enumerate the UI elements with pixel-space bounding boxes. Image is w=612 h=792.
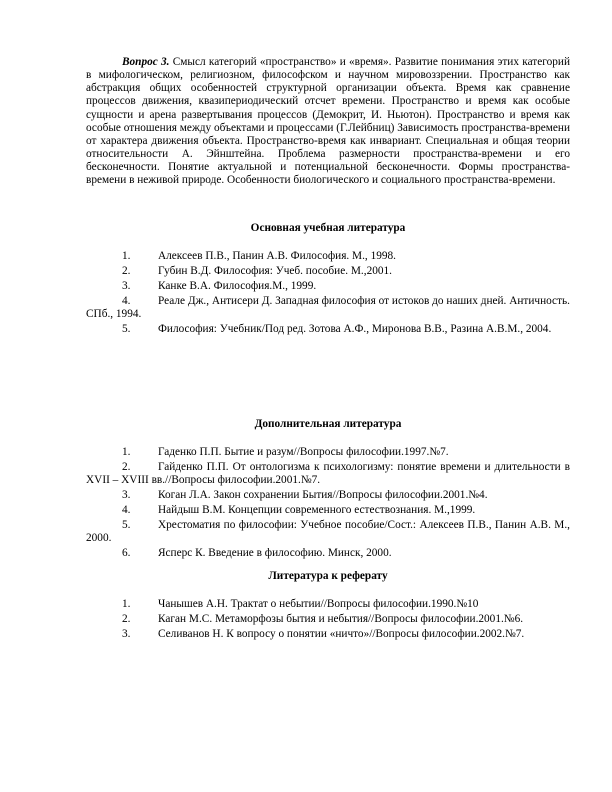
list-item: 2. Гайденко П.П. От онтологизма к психологизму: понятие времени и длительности в XVII – XVIII вв.//Вопросы философии.2001.№7. — [86, 460, 570, 487]
list-item: 1. Чанышев А.Н. Трактат о небытии//Вопросы философии.1990.№10 — [122, 598, 479, 610]
question-label: Вопрос 3. — [122, 56, 170, 68]
list-item: 2. Губин В.Д. Философия: Учеб. пособие. М.,2001. — [122, 264, 392, 277]
main-literature-list — [86, 250, 570, 338]
list-item: 2. Каган М.С. Метаморфозы бытия и небытия//Вопросы философии.2001.№6. — [122, 612, 524, 625]
list-item: 5. Хрестоматия по философии: Учебное пособие/Сост.: Алексеев П.В., Панин А.В. М., 2000. — [86, 518, 570, 545]
essay-literature-list — [86, 598, 570, 643]
list-item: 6. Ясперс К. Введение в философию. Минск, 2000. — [122, 547, 392, 560]
extra-literature-list — [86, 446, 570, 562]
list-item: 1. Гаденко П.П. Бытие и разум//Вопросы философии.1997.№7. — [122, 446, 449, 458]
list-item: 3. Коган Л.А. Закон сохранении Бытия//Вопросы философии.2001.№4. — [122, 489, 488, 502]
question-paragraph — [86, 56, 570, 188]
list-item: 4. Реале Дж., Антисери Д. Западная философия от истоков до наших дней. Античность. СПб., 1994. — [86, 294, 570, 321]
essay-literature-heading: Литература к реферату — [268, 570, 388, 582]
list-item: 3. Канке В.А. Философия.М., 1999. — [122, 279, 317, 292]
main-literature-heading: Основная учебная литература — [250, 222, 406, 234]
question-text: Смысл категорий «пространство» и «время». Развитие понимания этих категорий в мифологическом, религиозном, философском и научном мировоззрении. Пространство как абстракция общих особенностей структурной организации объекта. Время как сравнение процессов движения, квазипериодический отсчет времени. Пространство и время как особые сущности и арена развертывания процессов (Демокрит, И. Ньютон). Пространство и время как особые отношения между объектами и процессами (Г.Лейбниц) Зависимость пространства-времени от характера движения объекта. Пространство-время как инвариант. Специальная и общая теории относительности А. Эйнштейна. Проблема размерности пространства-времени и его бесконечности. Понятие актуальной и потенциальной бесконечности. Формы пространства-времени в неживой природе. Особенности биологического и социального пространства-времени. — [86, 56, 570, 187]
list-item: 5. Философия: Учебник/Под ред. Зотова А.Ф., Миронова В.В., Разина А.В.М., 2004. — [122, 322, 552, 335]
list-item: 3. Селиванов Н. К вопросу о понятии «ничто»//Вопросы философии.2002.№7. — [122, 627, 525, 640]
list-item: 4. Найдыш В.М. Концепции современного естествознания. М.,1999. — [122, 504, 476, 517]
list-item: 1. Алексеев П.В., Панин А.В. Философия. М., 1998. — [122, 250, 396, 262]
extra-literature-heading: Дополнительная литература — [254, 418, 402, 430]
